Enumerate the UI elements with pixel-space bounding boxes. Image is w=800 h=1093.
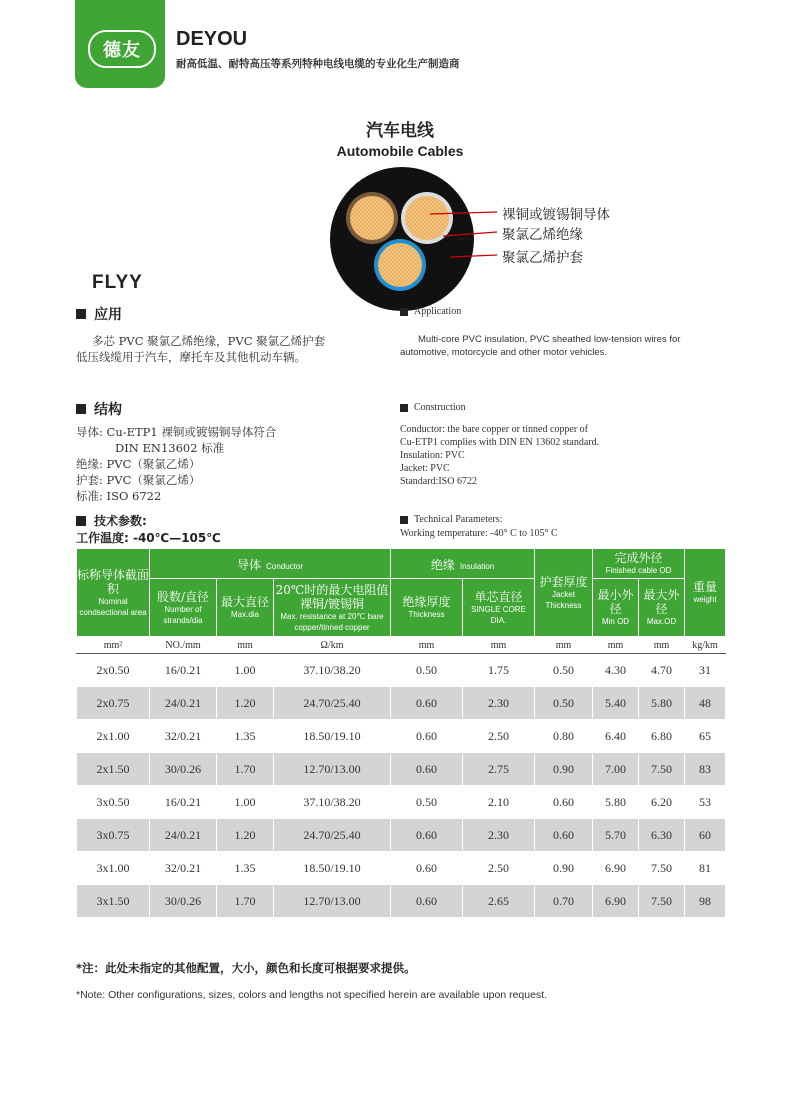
table-row	[77, 819, 726, 852]
table-cell: 3x1.00	[77, 852, 150, 885]
header-nominal-cn: 标称导体截面积	[77, 567, 150, 596]
section-technical-en	[400, 514, 502, 525]
table-cell: 0.60	[535, 786, 593, 819]
unit-cell: mm	[535, 637, 593, 654]
table-cell: 6.90	[593, 852, 639, 885]
table-cell: 16/0.21	[150, 786, 217, 819]
brand-name: DEYOU	[176, 28, 248, 50]
table-cell: 4.30	[593, 654, 639, 687]
table-cell: 7.50	[639, 852, 685, 885]
table-cell: 6.90	[593, 885, 639, 918]
table-cell: 65	[685, 720, 726, 753]
square-bullet-icon	[76, 309, 86, 319]
table-cell: 0.50	[391, 654, 463, 687]
header-jacket-en: Jacket Thickness	[545, 589, 582, 610]
header-conductor-en: Conductor	[266, 562, 304, 571]
table-cell: 6.30	[639, 819, 685, 852]
header-jacket-cn: 护套厚度	[539, 574, 588, 589]
table-cell: 81	[685, 852, 726, 885]
table-cell: 6.80	[639, 720, 685, 753]
header-resist-cn: 20℃时的最大电阻值裸铜/镀锡铜	[275, 582, 389, 611]
square-bullet-icon	[400, 404, 408, 412]
unit-cell: Ω/km	[274, 637, 391, 654]
header-strands-en: Number of strands/dia	[163, 604, 203, 625]
header-max-cn: 最大外径	[643, 588, 680, 616]
application-heading-en: Application	[414, 306, 462, 317]
unit-cell: mm	[593, 637, 639, 654]
table-cell: 0.90	[535, 753, 593, 786]
construction-line-cn-2: 绝缘: PVC（聚氯乙烯）	[76, 457, 201, 471]
note-en: *Note: Other configurations, sizes, colors and lengths not specified herein are available upon request.	[76, 989, 548, 1001]
table-cell: 0.70	[535, 885, 593, 918]
brand-logo	[75, 0, 165, 88]
table-cell: 1.35	[217, 720, 274, 753]
construction-heading-cn: 结构	[94, 402, 122, 418]
application-heading-cn: 应用	[94, 307, 122, 323]
construction-line-cn-3: 护套: PVC（聚氯乙烯）	[76, 473, 201, 487]
header-single-core	[463, 579, 535, 637]
technical-heading-en: Technical Parameters:	[414, 514, 503, 525]
core-3-conductor	[378, 243, 422, 287]
table-cell: 24.70/25.40	[274, 687, 391, 720]
header-strands-cn: 股数/直径	[156, 589, 210, 604]
header-resist-en: Max. resistance at 20℃ bare copper/tinned copper	[280, 611, 384, 632]
table-cell: 0.60	[391, 687, 463, 720]
note-cn: *注：此处未指定的其他配置，大小，颜色和长度可根据要求提供。	[76, 961, 416, 975]
header-max-en: Max.OD	[646, 617, 677, 626]
application-text-en-1: Multi-core PVC insulation, PVC sheathed low-tension wires for	[418, 334, 681, 345]
table-cell: 16/0.21	[150, 654, 217, 687]
table-cell: 0.50	[535, 654, 593, 687]
header-weight	[685, 549, 726, 637]
table-cell: 18.50/19.10	[274, 852, 391, 885]
table-cell: 3x0.50	[77, 786, 150, 819]
table-cell: 6.20	[639, 786, 685, 819]
section-technical-cn	[76, 512, 147, 529]
unit-cell: NO./mm	[150, 637, 217, 654]
header-insulation-en: Insulation	[459, 562, 495, 571]
table-cell: 0.60	[391, 852, 463, 885]
application-text-en-2: automotive, motorcycle and other motor vehicles.	[400, 347, 607, 358]
header-thick-en: Thickness	[408, 610, 445, 619]
table-row	[77, 687, 726, 720]
table-cell: 2x1.50	[77, 753, 150, 786]
table-cell: 1.00	[217, 786, 274, 819]
table-cell: 1.70	[217, 753, 274, 786]
table-cell: 7.50	[639, 753, 685, 786]
header-maxdia-en: Max.dia	[230, 610, 259, 619]
table-cell: 53	[685, 786, 726, 819]
table-cell: 48	[685, 687, 726, 720]
table-cell: 1.70	[217, 885, 274, 918]
construction-line-en-2: Insulation: PVC	[400, 450, 465, 461]
brand-slogan: 耐高低温、耐特高压等系列特种电线电缆的专业化生产制造商	[176, 58, 460, 70]
table-cell: 24/0.21	[150, 687, 217, 720]
header-jacket-thickness	[535, 549, 593, 637]
table-cell: 0.50	[535, 687, 593, 720]
section-application-en	[400, 306, 461, 317]
technical-heading-cn: 技术参数:	[94, 514, 147, 528]
header-min-en: Min OD	[601, 617, 630, 626]
table-cell: 0.90	[535, 852, 593, 885]
table-cell: 12.70/13.00	[274, 753, 391, 786]
table-cell: 98	[685, 885, 726, 918]
header-single-cn: 单芯直径	[474, 589, 523, 604]
page-title-en: Automobile Cables	[336, 143, 464, 159]
table-cell: 2.30	[463, 819, 535, 852]
unit-row	[77, 637, 726, 654]
section-construction-cn	[76, 399, 122, 419]
table-cell: 2x0.50	[77, 654, 150, 687]
unit-cell: kg/km	[685, 637, 726, 654]
table-row	[77, 720, 726, 753]
table-cell: 0.50	[391, 786, 463, 819]
header-min-cn: 最小外径	[597, 588, 634, 616]
header-finished-od	[593, 549, 685, 579]
square-bullet-icon	[400, 516, 408, 524]
construction-line-en-1: Cu-ETP1 complies with DIN EN 13602 standard.	[400, 437, 600, 448]
square-bullet-icon	[76, 404, 86, 414]
square-bullet-icon	[400, 308, 408, 316]
unit-cell: mm	[217, 637, 274, 654]
table-cell: 2.50	[463, 852, 535, 885]
callout-sheath: 聚氯乙烯护套	[502, 250, 583, 266]
header-resistance	[274, 579, 391, 637]
logo-text: 德友	[88, 30, 156, 68]
header-nominal-en: Nominal condsectional area	[79, 596, 147, 617]
table-cell: 7.50	[639, 885, 685, 918]
construction-line-cn-0: 导体: Cu-ETP1 裸铜或镀锡铜导体符合	[76, 425, 277, 439]
table-cell: 2.75	[463, 753, 535, 786]
square-bullet-icon	[76, 516, 86, 526]
table-cell: 1.75	[463, 654, 535, 687]
header-od-cn: 完成外径	[614, 551, 663, 565]
header-insulation-cn: 绝缘	[430, 558, 455, 572]
construction-line-cn-4: 标准: ISO 6722	[76, 489, 162, 503]
table-cell: 1.20	[217, 819, 274, 852]
table-cell: 2.65	[463, 885, 535, 918]
table-cell: 30/0.26	[150, 885, 217, 918]
unit-cell: mm²	[77, 637, 150, 654]
table-cell: 2.30	[463, 687, 535, 720]
table-cell: 7.00	[593, 753, 639, 786]
header-od-en: Finished cable OD	[605, 566, 672, 575]
model-code: FLYY	[92, 272, 143, 293]
table-cell: 24.70/25.40	[274, 819, 391, 852]
unit-cell: mm	[639, 637, 685, 654]
table-cell: 32/0.21	[150, 720, 217, 753]
header-insulation	[391, 549, 535, 579]
callout-insulation: 聚氯乙烯绝缘	[502, 227, 583, 243]
section-construction-en	[400, 402, 466, 413]
table-cell: 6.40	[593, 720, 639, 753]
header-min-od	[593, 579, 639, 637]
table-cell: 0.60	[391, 720, 463, 753]
table-cell: 31	[685, 654, 726, 687]
table-cell: 37.10/38.20	[274, 786, 391, 819]
table-cell: 1.00	[217, 654, 274, 687]
table-cell: 5.70	[593, 819, 639, 852]
header-single-en: SINGLE CORE DIA.	[471, 604, 526, 625]
construction-heading-en: Construction	[414, 402, 466, 413]
table-cell: 0.60	[535, 819, 593, 852]
callout-conductor: 裸铜或镀锡铜导体	[502, 207, 610, 223]
header-weight-cn: 重量	[693, 580, 718, 594]
header-weight-en: weight	[693, 595, 717, 604]
table-cell: 4.70	[639, 654, 685, 687]
core-2-conductor	[405, 196, 449, 240]
table-row	[77, 885, 726, 918]
construction-line-cn-1: DIN EN13602 标准	[115, 441, 225, 455]
table-cell: 2x1.00	[77, 720, 150, 753]
table-row	[77, 786, 726, 819]
header-max-dia	[217, 579, 274, 637]
header-conductor-cn: 导体	[236, 558, 261, 572]
table-cell: 1.20	[217, 687, 274, 720]
construction-line-en-4: Standard:ISO 6722	[400, 476, 477, 487]
header-maxdia-cn: 最大直径	[220, 595, 269, 609]
table-cell: 32/0.21	[150, 852, 217, 885]
table-cell: 0.60	[391, 753, 463, 786]
table-cell: 5.80	[593, 786, 639, 819]
construction-line-en-3: Jacket: PVC	[400, 463, 450, 474]
table-cell: 0.80	[535, 720, 593, 753]
unit-cell: mm	[391, 637, 463, 654]
section-application-cn	[76, 304, 122, 324]
table-cell: 83	[685, 753, 726, 786]
table-cell: 3x1.50	[77, 885, 150, 918]
table-row	[77, 654, 726, 687]
table-cell: 60	[685, 819, 726, 852]
table-cell: 2x0.75	[77, 687, 150, 720]
page-title-cn: 汽车电线	[366, 121, 434, 141]
table-cell: 3x0.75	[77, 819, 150, 852]
table-cell: 1.35	[217, 852, 274, 885]
construction-line-en-0: Conductor: the bare copper or tinned copper of	[400, 424, 588, 435]
header-thick-cn: 绝缘厚度	[402, 595, 451, 609]
table-cell: 18.50/19.10	[274, 720, 391, 753]
header-conductor	[150, 549, 391, 579]
application-text-cn-1: 多芯 PVC 聚氯乙烯绝缘，PVC 聚氯乙烯护套	[92, 334, 326, 348]
spec-table-body	[77, 637, 726, 918]
table-cell: 0.60	[391, 819, 463, 852]
table-cell: 5.40	[593, 687, 639, 720]
unit-cell: mm	[463, 637, 535, 654]
header-strands	[150, 579, 217, 637]
table-cell: 37.10/38.20	[274, 654, 391, 687]
table-cell: 30/0.26	[150, 753, 217, 786]
cable-cross-section-diagram	[325, 162, 655, 312]
header-max-od	[639, 579, 685, 637]
spec-table	[76, 548, 726, 918]
table-cell: 2.10	[463, 786, 535, 819]
table-cell: 24/0.21	[150, 819, 217, 852]
technical-temp-en: Working temperature: -40° C to 105° C	[400, 528, 558, 539]
core-1-conductor	[350, 196, 394, 240]
technical-temp-cn: 工作温度: -40℃—105℃	[76, 531, 221, 545]
table-cell: 2.50	[463, 720, 535, 753]
header-nominal-area	[77, 549, 150, 637]
table-cell: 5.80	[639, 687, 685, 720]
table-cell: 12.70/13.00	[274, 885, 391, 918]
header-thickness	[391, 579, 463, 637]
application-text-cn-2: 低压线缆用于汽车，摩托车及其他机动车辆。	[76, 350, 306, 364]
table-row	[77, 852, 726, 885]
table-row	[77, 753, 726, 786]
table-cell: 0.60	[391, 885, 463, 918]
